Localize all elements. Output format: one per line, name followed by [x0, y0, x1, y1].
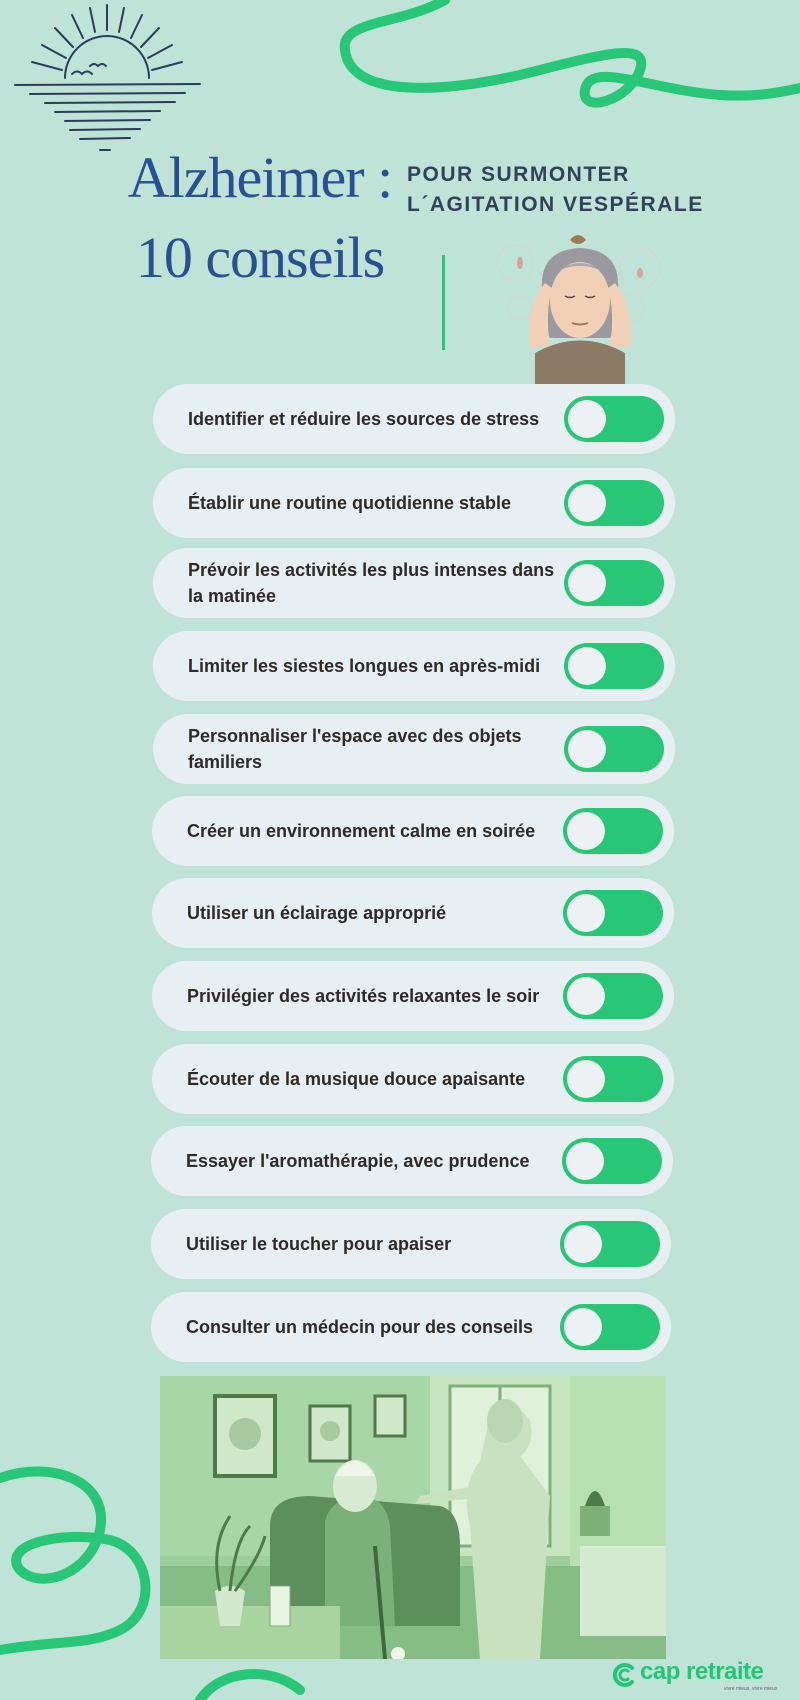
tip-label: Consulter un médecin pour des conseils	[186, 1317, 534, 1337]
tip-label: Établir une routine quotidienne stable	[188, 493, 512, 513]
title-line-2: 10 conseils	[135, 225, 385, 290]
tip-item	[151, 1126, 673, 1196]
tip-label: Privilégier des activités relaxantes le soir	[187, 986, 540, 1006]
tip-toggle[interactable]	[563, 1056, 663, 1102]
toggle-knob	[567, 894, 605, 932]
title-line-1: Alzheimer :	[127, 145, 393, 210]
subtitle-line-1: POUR SURMONTER	[407, 163, 630, 186]
toggle-knob	[568, 484, 606, 522]
toggle-knob	[564, 1308, 602, 1346]
tip-item	[153, 631, 675, 701]
tip-toggle[interactable]	[560, 1221, 660, 1267]
tip-toggle[interactable]	[562, 1138, 662, 1184]
tip-item	[153, 468, 675, 538]
tip-toggle[interactable]	[563, 808, 663, 854]
tip-item	[152, 961, 674, 1031]
tip-toggle[interactable]	[560, 1304, 660, 1350]
tip-label: Limiter les siestes longues en après-midi	[188, 656, 541, 676]
brand-name: cap retraite	[640, 1658, 764, 1685]
tip-toggle[interactable]	[564, 396, 664, 442]
toggle-knob	[568, 647, 606, 685]
tip-toggle[interactable]	[564, 480, 664, 526]
tip-toggle[interactable]	[564, 726, 664, 772]
tip-label: Écouter de la musique douce apaisante	[187, 1069, 526, 1089]
toggle-knob	[568, 400, 606, 438]
tip-label: Créer un environnement calme en soirée	[187, 821, 536, 841]
tip-label: Personnaliser l'espace avec des objets familiers	[188, 726, 522, 772]
tip-item	[153, 548, 675, 618]
caregiver-scene-illustration	[160, 1376, 666, 1659]
brand-logo	[612, 1658, 792, 1698]
brand-tagline: vivre mieux, vivre mieux	[724, 1686, 778, 1692]
tip-item	[152, 796, 674, 866]
cap-retraite-logo-icon	[612, 1662, 638, 1688]
tip-toggle[interactable]	[564, 643, 664, 689]
tip-toggle[interactable]	[564, 560, 664, 606]
tip-label: Utiliser le toucher pour apaiser	[186, 1234, 452, 1254]
tip-toggle[interactable]	[563, 890, 663, 936]
tip-item	[153, 384, 675, 454]
toggle-knob	[568, 564, 606, 602]
tip-label: Prévoir les activités les plus intenses dans la matinée	[188, 560, 555, 606]
tip-item	[151, 1209, 671, 1279]
tip-item	[152, 878, 674, 948]
toggle-knob	[564, 1225, 602, 1263]
tip-item	[152, 1044, 674, 1114]
toggle-knob	[567, 1060, 605, 1098]
subtitle-line-2: L´AGITATION VESPÉRALE	[407, 193, 704, 216]
tip-item	[151, 1292, 671, 1362]
tip-label: Utiliser un éclairage approprié	[187, 903, 447, 923]
tip-toggle[interactable]	[563, 973, 663, 1019]
tip-item	[153, 714, 675, 784]
toggle-knob	[566, 1142, 604, 1180]
toggle-knob	[567, 812, 605, 850]
toggle-knob	[567, 977, 605, 1015]
toggle-knob	[568, 730, 606, 768]
tip-label: Essayer l'aromathérapie, avec prudence	[186, 1151, 530, 1171]
tip-label: Identifier et réduire les sources de stress	[188, 409, 540, 429]
